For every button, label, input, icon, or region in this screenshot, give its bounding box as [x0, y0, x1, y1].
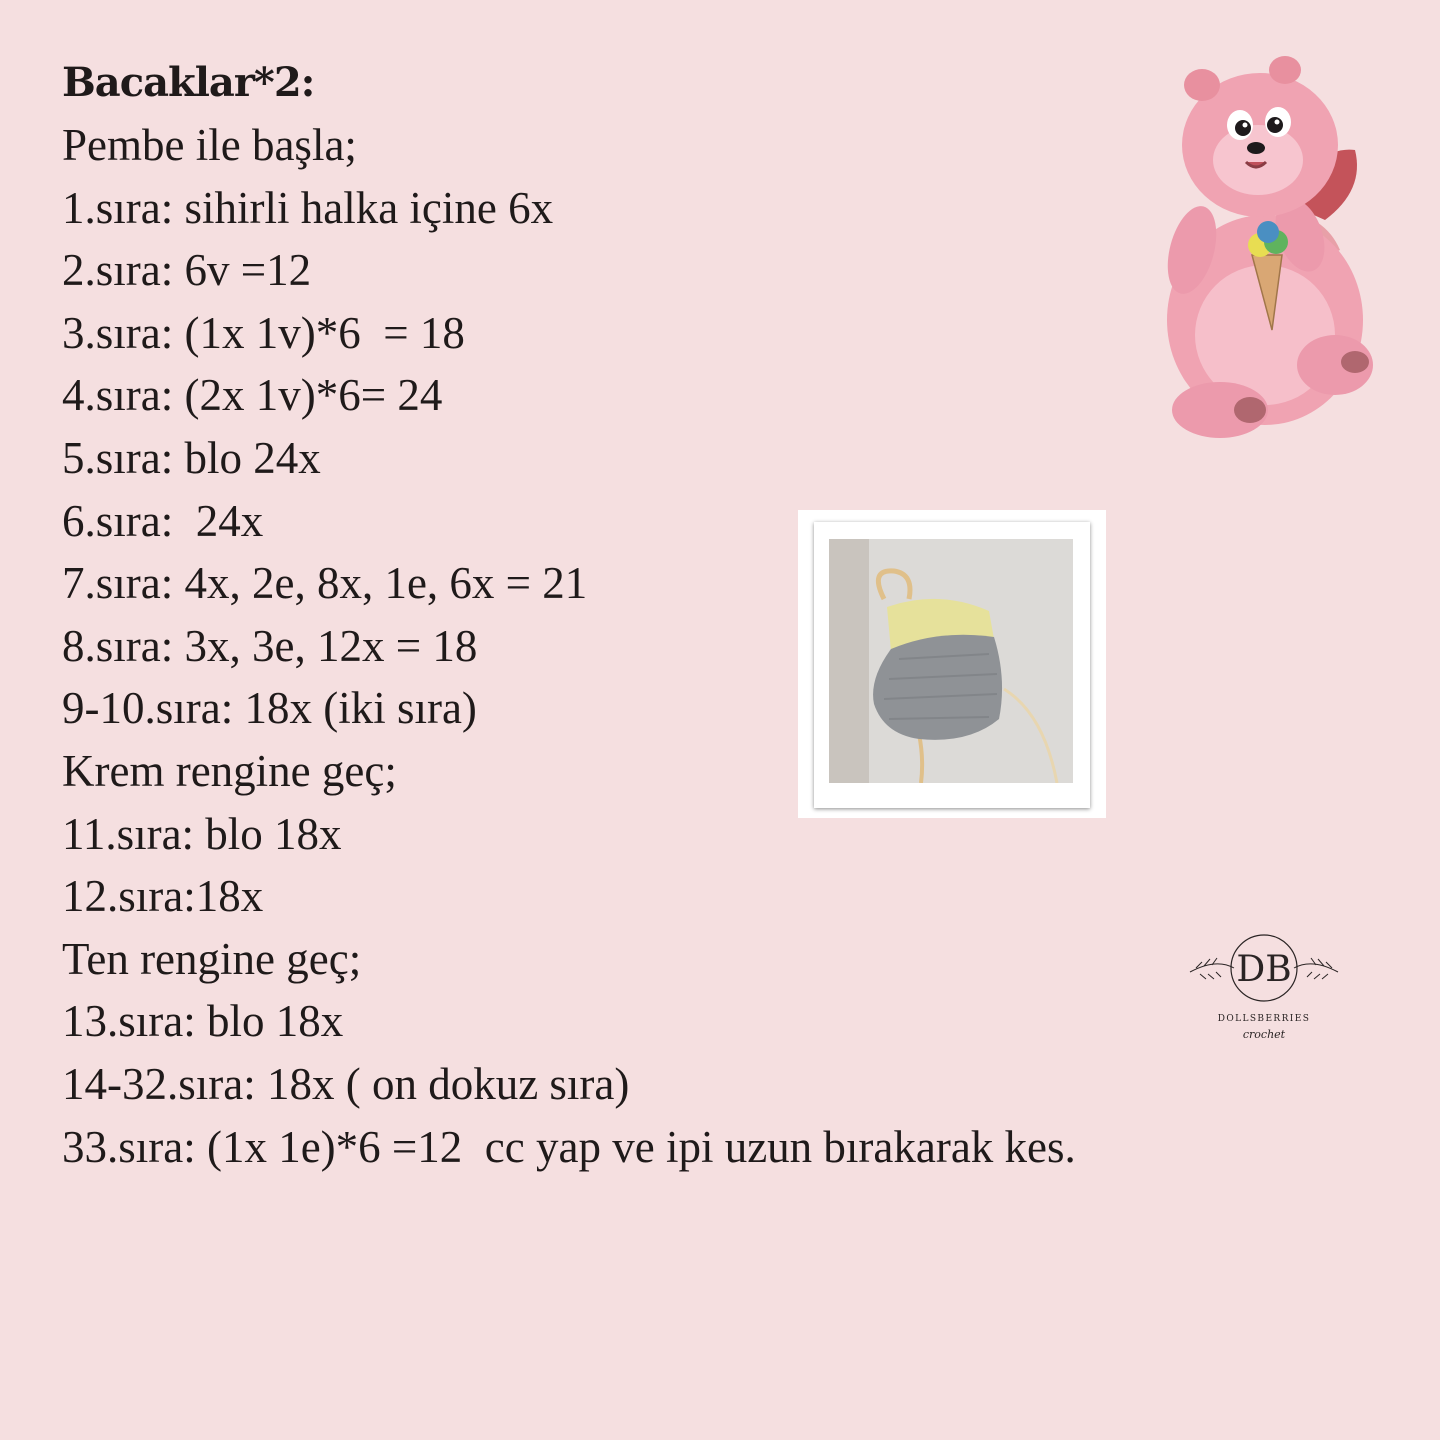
pattern-line: 1.sıra: sihirli halka içine 6x: [62, 182, 554, 233]
pattern-line: 8.sıra: 3x, 3e, 12x = 18: [62, 620, 478, 671]
pattern-title: Bacaklar*2:: [62, 59, 315, 106]
logo-emblem: [1186, 928, 1342, 1014]
pattern-line: 5.sıra: blo 24x: [62, 432, 321, 483]
pattern-line: 3.sıra: (1x 1v)*6 = 18: [62, 307, 465, 358]
pattern-line: 12.sıra:18x: [62, 871, 264, 922]
pattern-line: Krem rengine geç;: [62, 745, 397, 796]
pattern-line: Ten rengine geç;: [62, 933, 362, 984]
logo-name: DOLLSBERRIES: [1217, 1014, 1311, 1024]
pattern-line: 13.sıra: blo 18x: [62, 996, 344, 1047]
pattern-line: 33.sıra: (1x 1e)*6 =12 cc yap ve ipi uzun bırakarak kes.: [62, 1121, 1076, 1172]
brand-logo: [1186, 928, 1342, 1058]
logo-subtitle: crochet: [1242, 1028, 1286, 1041]
bear-illustration: [1150, 50, 1380, 440]
pattern-line: Pembe ile başla;: [62, 120, 357, 170]
pattern-line: 14-32.sıra: 18x ( on dokuz sıra): [62, 1058, 630, 1109]
crochet-leg-image: [829, 539, 1073, 783]
bear-drawing: [1150, 50, 1380, 440]
logo-monogram: DB: [1236, 949, 1292, 990]
pattern-line: 2.sıra: 6v =12: [62, 245, 312, 296]
pattern-line: 9-10.sıra: 18x (iki sıra): [62, 683, 477, 734]
photo-inner-frame: [814, 522, 1090, 808]
pattern-line: 7.sıra: 4x, 2e, 8x, 1e, 6x = 21: [62, 558, 588, 609]
pattern-line: 11.sıra: blo 18x: [62, 808, 342, 859]
crochet-photo: [798, 510, 1106, 818]
pattern-line: 4.sıra: (2x 1v)*6= 24: [62, 370, 443, 421]
pattern-line: 6.sıra: 24x: [62, 495, 264, 546]
